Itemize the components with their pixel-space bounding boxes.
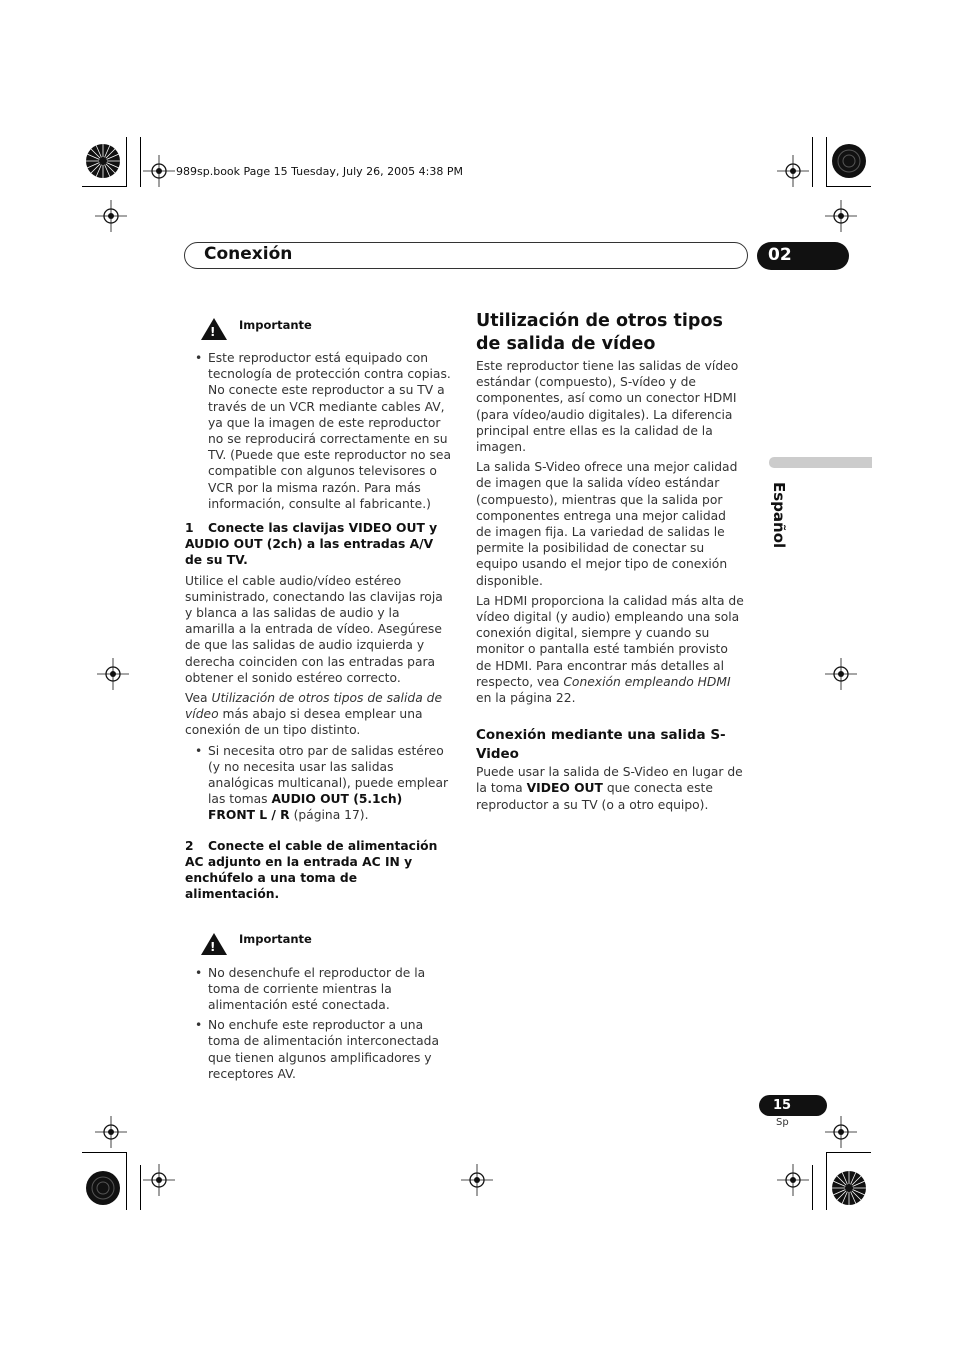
step-number: 2 <box>185 838 194 853</box>
step-1-see-also <box>185 690 453 739</box>
registration-target-icon <box>85 1170 121 1206</box>
crosshair-mark-icon <box>95 200 127 232</box>
list-item: • No desenchufe el reproductor de la toma de corriente mientras la alimentación esté conectada. <box>185 965 453 1014</box>
chapter-number: 02 <box>768 245 792 265</box>
step-title: Conecte el cable de alimentación AC adjunto en la entrada AC IN y enchúfelo a una toma de alimentación. <box>185 838 438 902</box>
text: (página 17). <box>289 808 369 823</box>
paragraph: Este reproductor tiene las salidas de vídeo estándar (compuesto), S-vídeo y de componentes, así como un conector HDMI (para vídeo/audio digitales). La diferencia principal entre ellas es la calidad de la imagen. <box>476 359 739 455</box>
important-note <box>201 933 453 955</box>
crosshair-mark-icon <box>777 1164 809 1196</box>
crosshair-mark-icon <box>95 1116 127 1148</box>
crop-mark <box>140 1165 141 1210</box>
text: Puede usar la salida de S-Video en lugar de la toma <box>476 765 743 796</box>
crosshair-mark-icon <box>825 1116 857 1148</box>
crop-mark <box>126 1152 127 1210</box>
crosshair-mark-icon <box>825 658 857 690</box>
left-column <box>185 318 453 1090</box>
crop-mark <box>126 137 127 187</box>
text: que conecta este reproductor a su TV (o a otro equipo). <box>476 781 713 812</box>
page-number: 15 <box>773 1098 792 1113</box>
jack-name: VIDEO OUT <box>526 781 603 796</box>
text: Vea <box>185 691 212 706</box>
text: en la página 22. <box>476 691 576 706</box>
jack-name: AUDIO OUT (5.1ch) FRONT L / R <box>208 792 403 823</box>
paragraph <box>476 593 744 706</box>
chapter-title: Conexión <box>204 244 293 264</box>
warning-icon: ! <box>201 933 227 955</box>
crop-mark <box>826 137 827 187</box>
crosshair-mark-icon <box>777 155 809 187</box>
important-list <box>185 965 453 1082</box>
registration-target-icon <box>85 143 121 179</box>
registration-target-icon <box>831 1170 867 1206</box>
list-item: • Este reproductor está equipado con tecnología de protección contra copias. No conecte este reproductor a su TV a través de un VCR mediante cables AV, ya que la imagen de este reproductor no se reproducirá correctamente en su TV. (Puede que este reproductor no sea compatible con algunos televisores o VCR por la misma razón. Para más información, consulte al fabricante.) <box>185 350 453 512</box>
registration-target-icon <box>831 143 867 179</box>
list-item: • No enchufe este reproductor a una toma de alimentación interconectada que tienen algunos amplificadores y receptores AV. <box>185 1017 453 1082</box>
print-slug: 989sp.book Page 15 Tuesday, July 26, 2005 4:38 PM <box>176 165 463 178</box>
crop-mark <box>826 1152 827 1210</box>
important-note <box>201 318 453 340</box>
text: más abajo si desea emplear una conexión de un tipo distinto. <box>185 707 423 738</box>
crosshair-mark-icon <box>97 658 129 690</box>
step-1-list <box>185 743 453 824</box>
crosshair-mark-icon <box>143 155 175 187</box>
cross-reference: Conexión empleando HDMI <box>563 674 731 689</box>
language-tab <box>769 457 872 468</box>
paragraph <box>476 764 744 813</box>
step-title: Conecte las clavijas VIDEO OUT y AUDIO OUT (2ch) a las entradas A/V de su TV. <box>185 521 438 568</box>
text: Si necesita otro par de salidas estéreo (y no necesita usar las salidas analógicas multicanal), puede emplear las tomas <box>208 743 449 807</box>
step-1-heading <box>185 520 453 569</box>
important-label: Importante <box>239 932 312 947</box>
language-label: Español <box>770 482 788 549</box>
crop-mark <box>812 137 813 187</box>
cross-reference: Utilización de otros tipos de salida de vídeo <box>185 691 443 722</box>
page-language-code: Sp <box>776 1117 789 1128</box>
section-heading: Utilización de otros tipos de salida de vídeo <box>476 311 723 354</box>
subsection-heading: Conexión mediante una salida S-Video <box>476 727 726 763</box>
crop-mark <box>826 186 871 187</box>
crosshair-mark-icon <box>825 200 857 232</box>
list-item <box>185 743 453 824</box>
crop-mark <box>826 1152 871 1153</box>
crop-mark <box>812 1165 813 1210</box>
important-list <box>185 350 453 512</box>
step-number: 1 <box>185 521 194 536</box>
text: La HDMI proporciona la calidad más alta de vídeo digital (y audio) empleando una sola conexión digital, siempre y cuando su monitor o pantalla esté también provisto de HDMI. Para encontrar más detalles al respecto, vea <box>476 593 744 689</box>
crosshair-mark-icon <box>461 1164 493 1196</box>
crop-mark <box>82 186 127 187</box>
page-number-pill <box>759 1095 827 1116</box>
step-2-heading <box>185 838 453 903</box>
paragraph: La salida S-Video ofrece una mejor calidad de imagen que la salida vídeo estándar (compuesto), mientras que la salida por componentes entrega una mejor calidad de imagen fija. La variedad de salidas le permite la posibilidad de conectar su equipo usando el mejor tipo de conexión disponible. <box>476 460 738 588</box>
crosshair-mark-icon <box>143 1164 175 1196</box>
crop-mark <box>140 137 141 187</box>
crop-mark <box>82 1152 127 1153</box>
right-column <box>476 310 744 817</box>
step-1-body: Utilice el cable audio/vídeo estéreo suministrado, conectando las clavijas roja y blanca a las salidas de audio y la amarilla a la entrada de vídeo. Asegúrese de que las salidas de audio izquierda y derecha coinciden con las entradas para obtener el sonido estéreo correcto. <box>185 573 443 685</box>
warning-icon: ! <box>201 318 227 340</box>
important-label: Importante <box>239 317 312 332</box>
